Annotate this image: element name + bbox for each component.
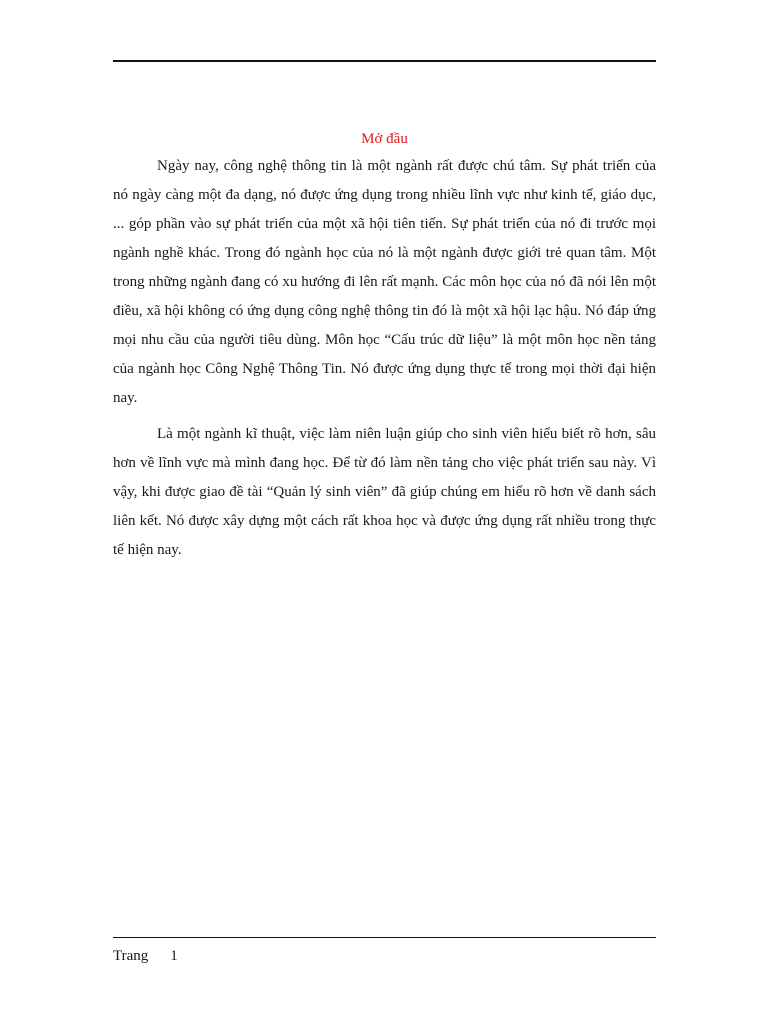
page-footer [113,946,178,966]
footer-rule [113,937,656,938]
intro-paragraph: Ngày nay, công nghệ thông tin là một ngành rất được chú tâm. Sự phát triển của nó ngày càng một đa dạng, nó được ứng dụng trong nhiều lĩnh vực như kinh tế, giáo dục, ... góp phần vào sự phát triển của một xã hội tiên tiến. Sự phát triển của nó đi trước mọi ngành nghề khác. Trong đó ngành học của nó là một ngành được giới trẻ quan tâm. Một trong những ngành đang có xu hướng đi lên rất mạnh. Các môn học của nó đã nói lên một điều, xã hội không có ứng dụng công nghệ thông tin đó là một xã hội lạc hậu. Nó đáp ứng mọi nhu cầu của người tiêu dùng. Môn học “Cấu trúc dữ liệu” là một môn học nền tảng của ngành học Công Nghệ Thông Tin. Nó được ứng dụng thực tế trong mọi thời đại hiện nay. [113,158,656,406]
section-heading: Mở đầu [361,131,408,147]
page-number: 1 [170,948,178,964]
header-rule [113,60,656,62]
document-body [113,128,656,565]
purpose-paragraph: Là một ngành kĩ thuật, việc làm niên luận giúp cho sinh viên hiểu biết rõ hơn, sâu hơn về lĩnh vực mà mình đang học. Để từ đó làm nền tảng cho việc phát triển sau này. Vì vậy, khi được giao đề tài “Quản lý sinh viên” đã giúp chúng em hiểu rõ hơn về danh sách liên kết. Nó được xây dựng một cách rất khoa học và được ứng dụng rất nhiều trong thực tế hiện nay. [113,426,656,558]
footer-label: Trang [113,948,149,964]
